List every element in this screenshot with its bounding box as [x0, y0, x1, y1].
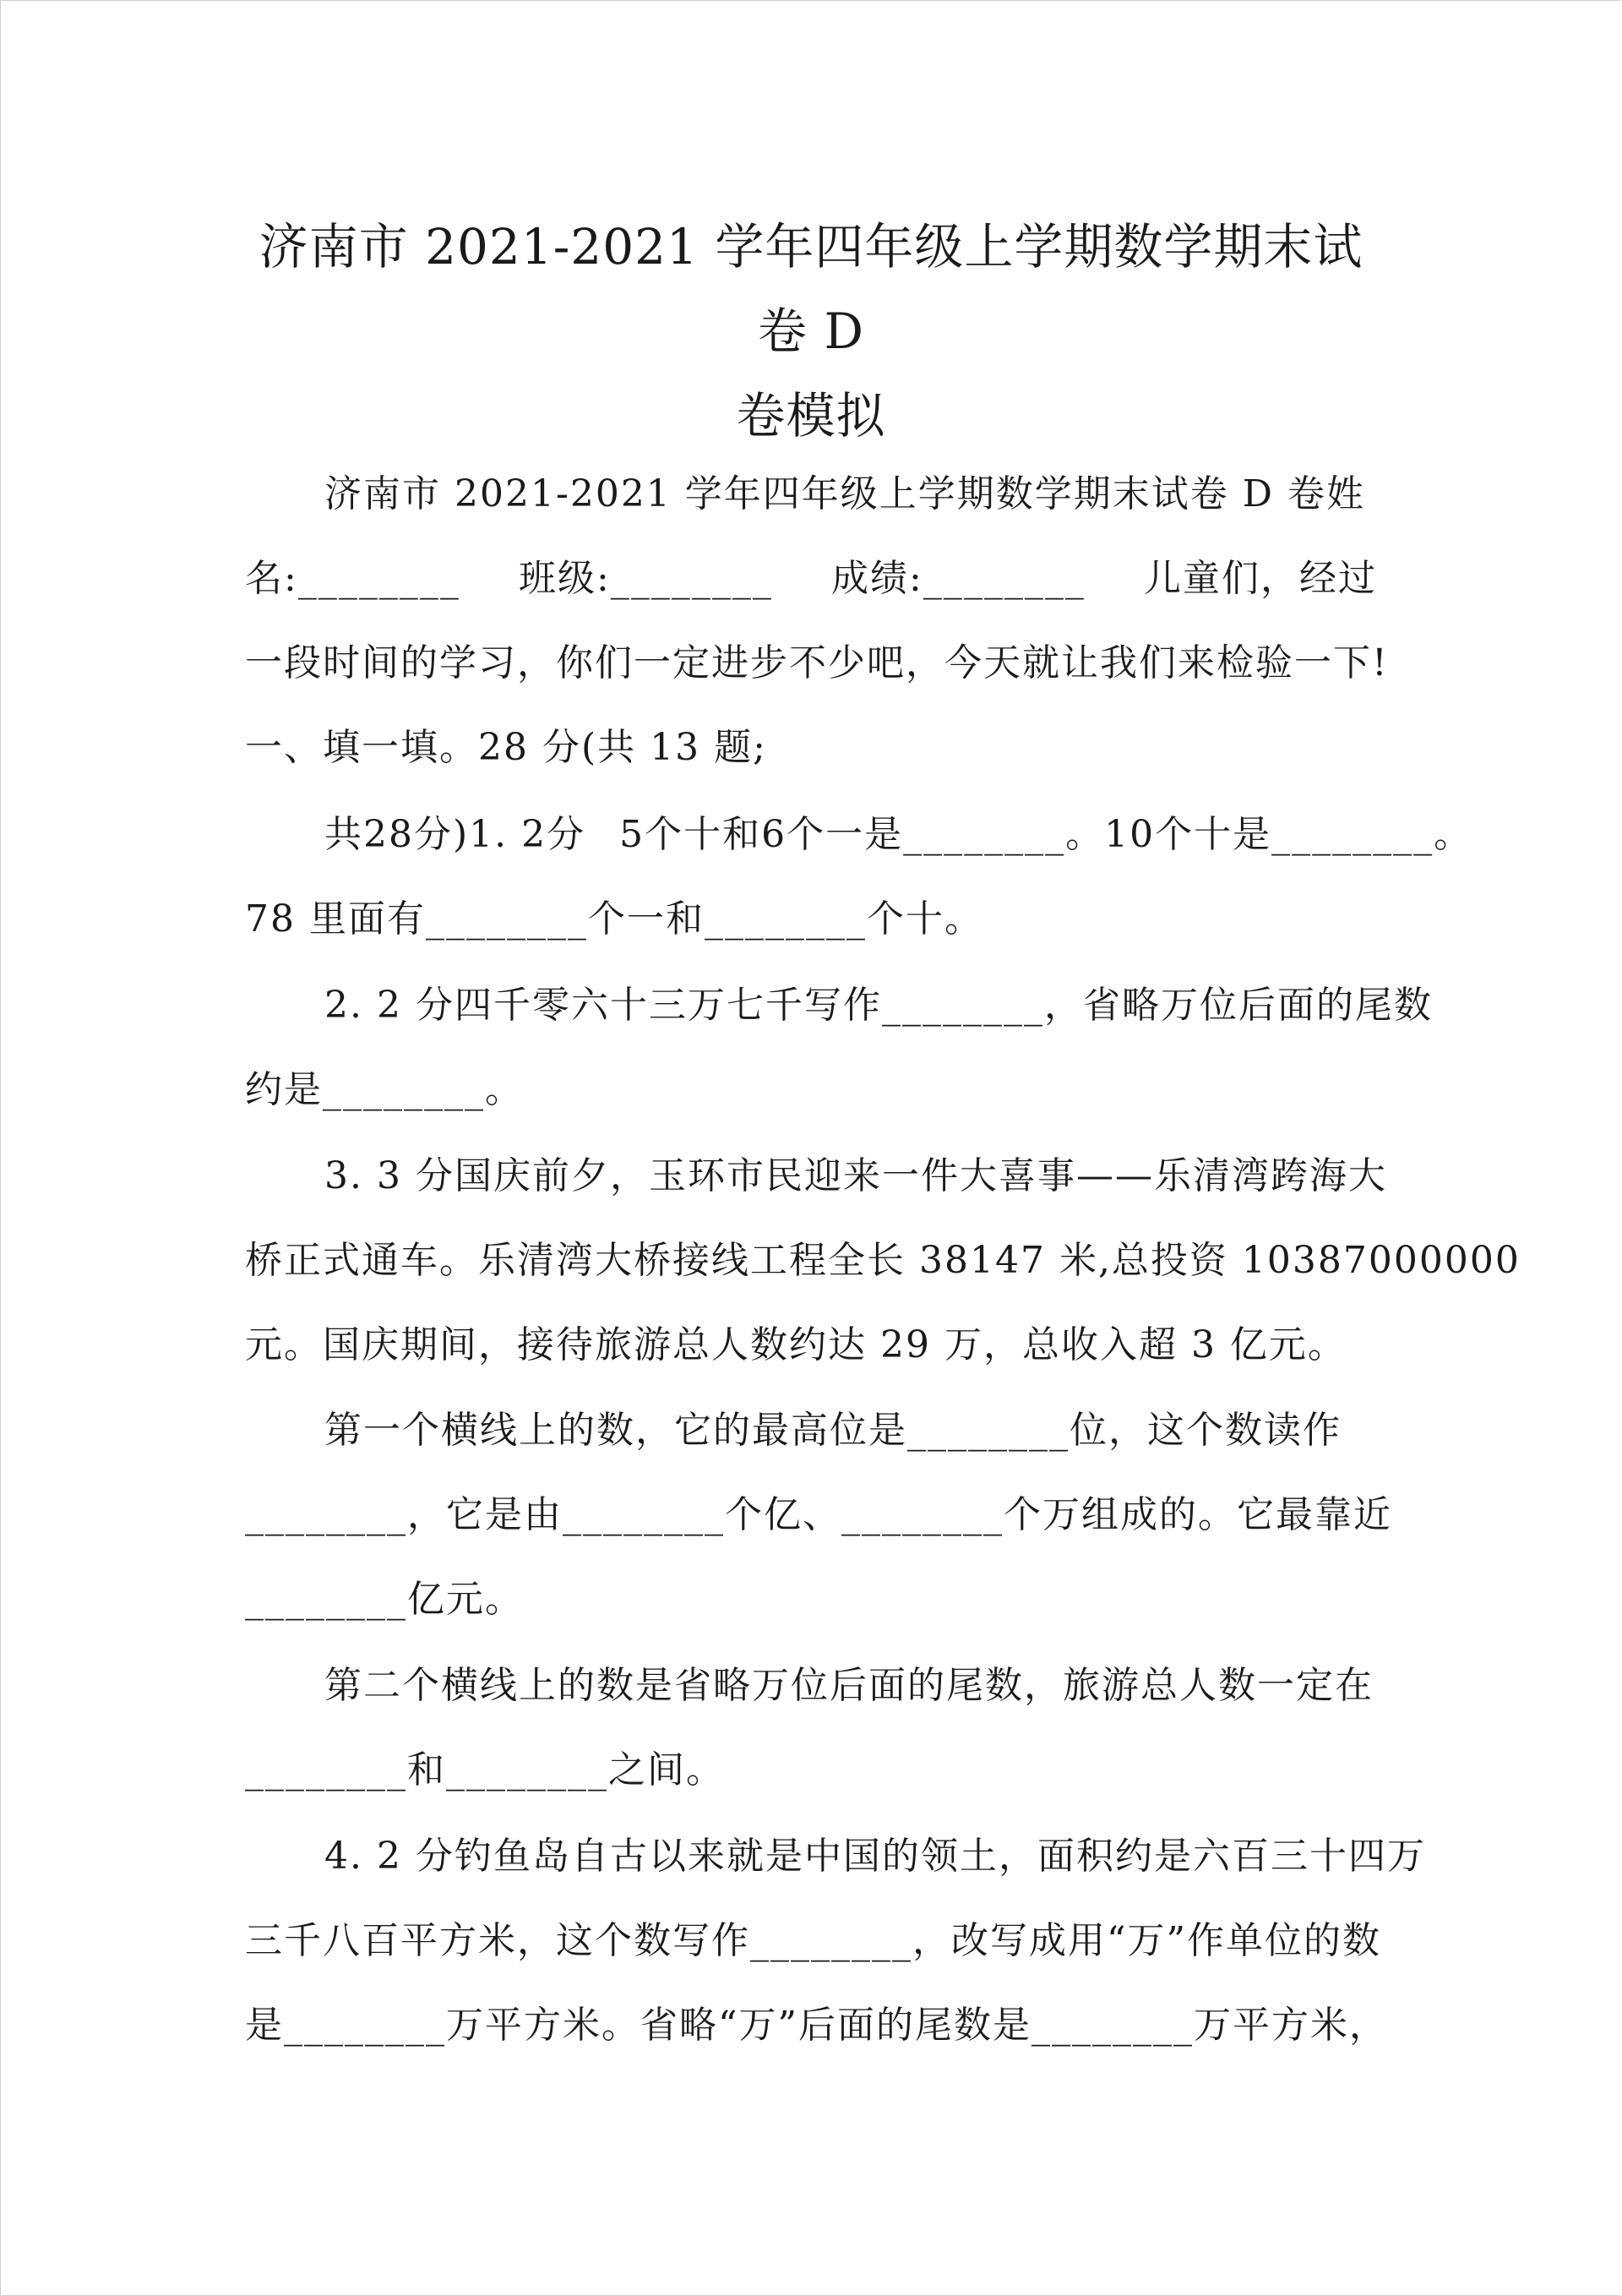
question-3-line-1: 3. 3 分国庆前夕，玉环市民迎来一件大喜事——乐清湾跨海大 [324, 1154, 1387, 1197]
name-field: 名:________ [245, 557, 460, 600]
question-3-sub2-line-2: ________和________之间。 [245, 1748, 725, 1792]
question-1-score: 共28分)1. 2分 [324, 813, 586, 856]
class-field: 班级:________ [519, 557, 773, 600]
question-1-line-1 [324, 793, 1473, 877]
question-2-line-2: 约是________。 [245, 1068, 524, 1111]
section-1-heading: 一、填一填。28 分(共 13 题; [245, 726, 767, 769]
document-title [245, 205, 1377, 458]
greeting-end: 一段时间的学习，你们一定进步不少吧，今天就让我们来检验一下! [245, 641, 1389, 684]
question-3-sub1-line-1: 第一个横线上的数，它的最高位是________位，这个数读作 [324, 1409, 1342, 1452]
student-info-row [245, 537, 1377, 621]
question-1-prompt: 5个十和6个一是________。10个十是________。 [619, 813, 1473, 856]
question-3-sub2-line-1: 第二个横线上的数是省略万位后面的尾数，旅游总人数一定在 [324, 1664, 1374, 1707]
question-4-line-2: 三千八百平方米，这个数写作________，改写成用“万”作单位的数 [245, 1919, 1381, 1962]
question-4-line-1: 4. 2 分钓鱼岛自古以来就是中国的领土，面积约是六百三十四万 [324, 1835, 1426, 1878]
title-line-1: 济南市 2021-2021 学年四年级上学期数学期末试卷 D [259, 218, 1363, 360]
score-field: 成绩:________ [831, 557, 1086, 600]
question-3-line-3: 元。国庆期间，接待旅游总人数约达 29 万，总收入超 3 亿元。 [245, 1323, 1347, 1366]
question-3-sub1-line-2: ________，它是由________个亿、________个万组成的。它最靠近 [245, 1493, 1392, 1536]
greeting-start: 儿童们，经过 [1144, 557, 1377, 600]
question-3-line-2: 桥正式通车。乐清湾大桥接线工程全长 38147 米,总投资 10387000000 [245, 1239, 1521, 1282]
question-2-line-1: 2. 2 分四千零六十三万七千写作________，省略万位后面的尾数 [324, 984, 1433, 1027]
question-1-line-2: 78 里面有________个一和________个十。 [245, 897, 983, 941]
question-4-line-3: 是________万平方米。省略“万”后面的尾数是________万平方米， [245, 2004, 1388, 2047]
title-line-2: 卷模拟 [736, 387, 886, 444]
question-3-sub1-line-3: ________亿元。 [245, 1578, 524, 1621]
intro-header: 济南市 2021-2021 学年四年级上学期数学期末试卷 D 卷姓 [324, 472, 1366, 515]
